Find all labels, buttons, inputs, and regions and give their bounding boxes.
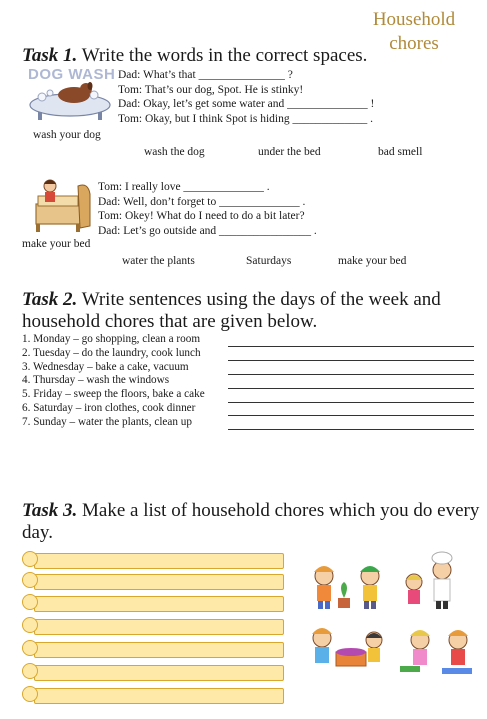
dialogue-line: Tom: Okey! What do I need to do a bit later? — [98, 210, 305, 222]
exercise-item: 1. Monday – go shopping, clean a room — [22, 333, 201, 345]
dialogue-line: Dad: Okay, let’s get some water and ______________ ! — [118, 98, 375, 110]
dialogue-line: Tom: That’s our dog, Spot. He is stinky! — [118, 83, 304, 96]
task2-heading — [22, 289, 441, 333]
exercise-item: 2. Tuesday – do the laundry, cook lunch — [22, 346, 201, 359]
bullet-circle — [22, 617, 38, 633]
word-bank-item: under the bed — [258, 146, 321, 158]
exercise-item: 3. Wednesday – bake a cake, vacuum — [22, 360, 189, 373]
answer-bar[interactable] — [34, 665, 284, 681]
dialogue-line: Dad: What’s that _______________ ? — [118, 69, 293, 81]
word-bank-item: wash the dog — [144, 146, 205, 158]
task3-heading — [22, 500, 479, 544]
kids-chores-illustration — [302, 548, 480, 688]
bullet-circle — [22, 686, 38, 702]
task2-instruction-line1: Write sentences using the days of the week and — [81, 289, 441, 310]
answer-line[interactable] — [228, 402, 474, 403]
worksheet-title: Household chores — [372, 9, 456, 54]
answer-bar[interactable] — [34, 642, 284, 658]
dialogue-line: Dad: Well, don’t forget to ______________ . — [98, 195, 306, 208]
task1-instruction: Write the words in the correct spaces. — [81, 45, 368, 66]
answer-line[interactable] — [228, 415, 474, 416]
exercise-item: 7. Sunday – water the plants, clean up — [22, 415, 192, 428]
exercise-item: 5. Friday – sweep the floors, bake a cake — [22, 388, 205, 401]
bullet-circle — [22, 551, 38, 567]
word-bank-item: bad smell — [378, 146, 423, 158]
answer-line[interactable] — [228, 360, 474, 361]
task2-label: Task 2. — [22, 289, 78, 310]
answer-bar[interactable] — [34, 574, 284, 590]
answer-line[interactable] — [228, 388, 474, 389]
task3-label: Task 3. — [22, 500, 78, 521]
task3-instruction-line1: Make a list of household chores which you do every — [82, 500, 480, 521]
answer-line[interactable] — [228, 346, 474, 347]
task2-instruction-line2: household chores that are given below. — [22, 311, 318, 332]
task1-label: Task 1. — [22, 45, 78, 66]
exercise-item: 6. Saturday – iron clothes, cook dinner — [22, 401, 196, 414]
word-bank-item: Saturdays — [246, 255, 292, 267]
task1-dialogue-2 — [98, 180, 317, 238]
task3-instruction-line2: day. — [22, 522, 53, 543]
bullet-circle — [22, 663, 38, 679]
exercise-item: 4. Thursday – wash the windows — [22, 374, 170, 387]
task1-dialogue-1 — [118, 68, 374, 126]
dialogue-line: Tom: I really love ______________ . — [98, 181, 270, 193]
task1-heading — [22, 45, 367, 67]
bullet-circle — [22, 640, 38, 656]
word-bank-item: make your bed — [338, 255, 407, 267]
answer-line[interactable] — [228, 429, 474, 430]
picture-caption: wash your dog — [33, 129, 101, 141]
answer-line[interactable] — [228, 374, 474, 375]
bullet-circle — [22, 572, 38, 588]
picture-caption: make your bed — [22, 238, 91, 250]
word-bank-item: water the plants — [122, 255, 195, 267]
answer-bar[interactable] — [34, 619, 284, 635]
dialogue-line: Dad: Let’s go outside and ________________ . — [98, 224, 317, 237]
make-bed-illustration — [32, 176, 94, 236]
dog-wash-sign: DOG WASH — [28, 66, 116, 83]
bullet-circle — [22, 594, 38, 610]
task2-items — [22, 333, 205, 430]
answer-bar[interactable] — [34, 688, 284, 704]
answer-bar[interactable] — [34, 596, 284, 612]
dialogue-line: Tom: Okay, but I think Spot is hiding _____________ . — [118, 112, 373, 125]
answer-bar[interactable] — [34, 553, 284, 569]
